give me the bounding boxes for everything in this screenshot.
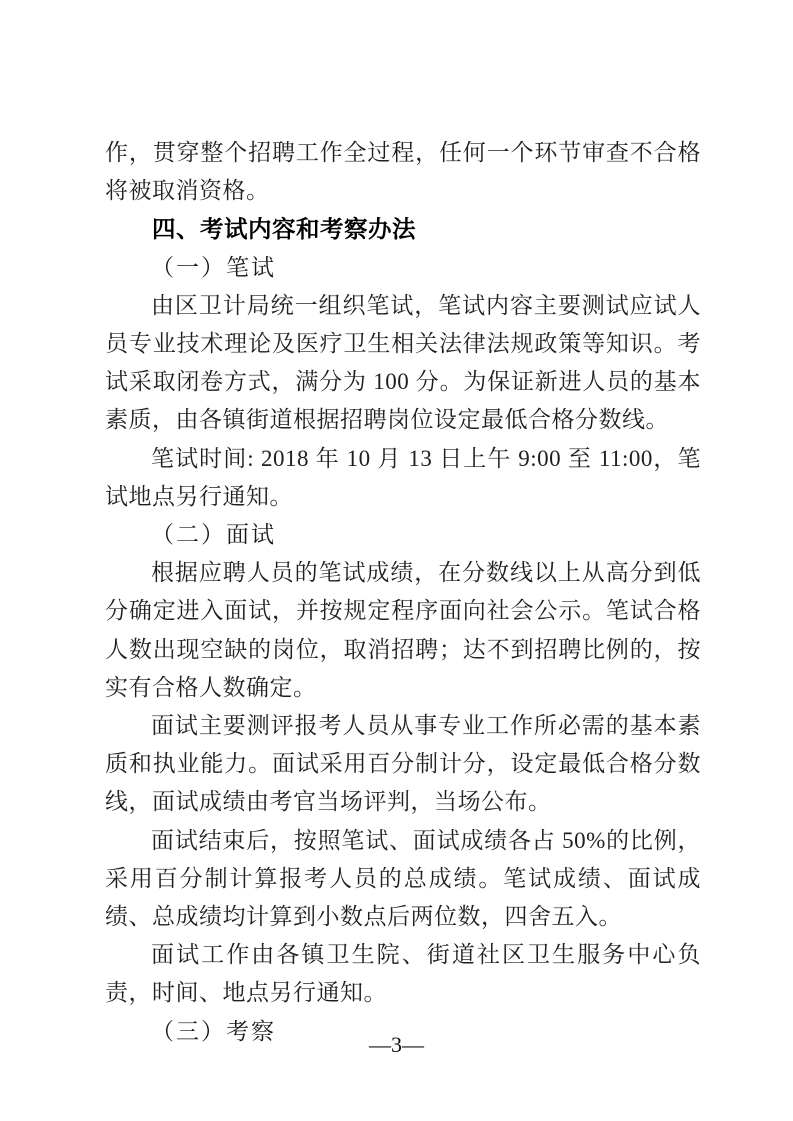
subsection-heading-written-test: （一）笔试 (151, 254, 276, 280)
interview-scoring-paragraph: 面试主要测评报考人员从事专业工作所必需的基本素质和执业能力。面试采用百分制计分，设定最低合格分数线，面试成绩由考官当场评判，当场公布。 (105, 713, 701, 815)
interview-organizer-paragraph: 面试工作由各镇卫生院、街道社区卫生服务中心负责，时间、地点另行通知。 (105, 942, 701, 1006)
written-test-paragraph: 由区卫计局统一组织笔试，笔试内容主要测试应试人员专业技术理论及医疗卫生相关法律法规政策等知识。考试采取闭卷方式，满分为 100 分。为保证新进人员的基本素质，由各镇街道根据招聘岗位设定最低合格分数线。 (105, 292, 701, 433)
document-body (105, 134, 701, 1051)
interview-qualification-paragraph: 根据应聘人员的笔试成绩，在分数线以上从高分到低分确定进入面试，并按规定程序面向社会公示。笔试合格人数出现空缺的岗位，取消招聘；达不到招聘比例的，按实有合格人数确定。 (105, 560, 701, 700)
continuation-paragraph: 作，贯穿整个招聘工作全过程，任何一个环节审查不合格将被取消资格。 (105, 140, 701, 204)
subsection-heading-inspection: （三）考察 (151, 1018, 276, 1044)
page-number: —3— (369, 1032, 424, 1057)
section-heading-exam-content: 四、考试内容和考察办法 (152, 216, 416, 243)
written-test-time-paragraph: 笔试时间: 2018 年 10 月 13 日上午 9:00 至 11:00，笔试地点另行通知。 (105, 445, 701, 509)
total-score-calculation-paragraph: 面试结束后，按照笔试、面试成绩各占 50%的比例，采用百分制计算报考人员的总成绩。笔试成绩、面试成绩、总成绩均计算到小数点后两位数，四舍五入。 (105, 827, 701, 930)
subsection-heading-interview: （二）面试 (151, 522, 276, 548)
